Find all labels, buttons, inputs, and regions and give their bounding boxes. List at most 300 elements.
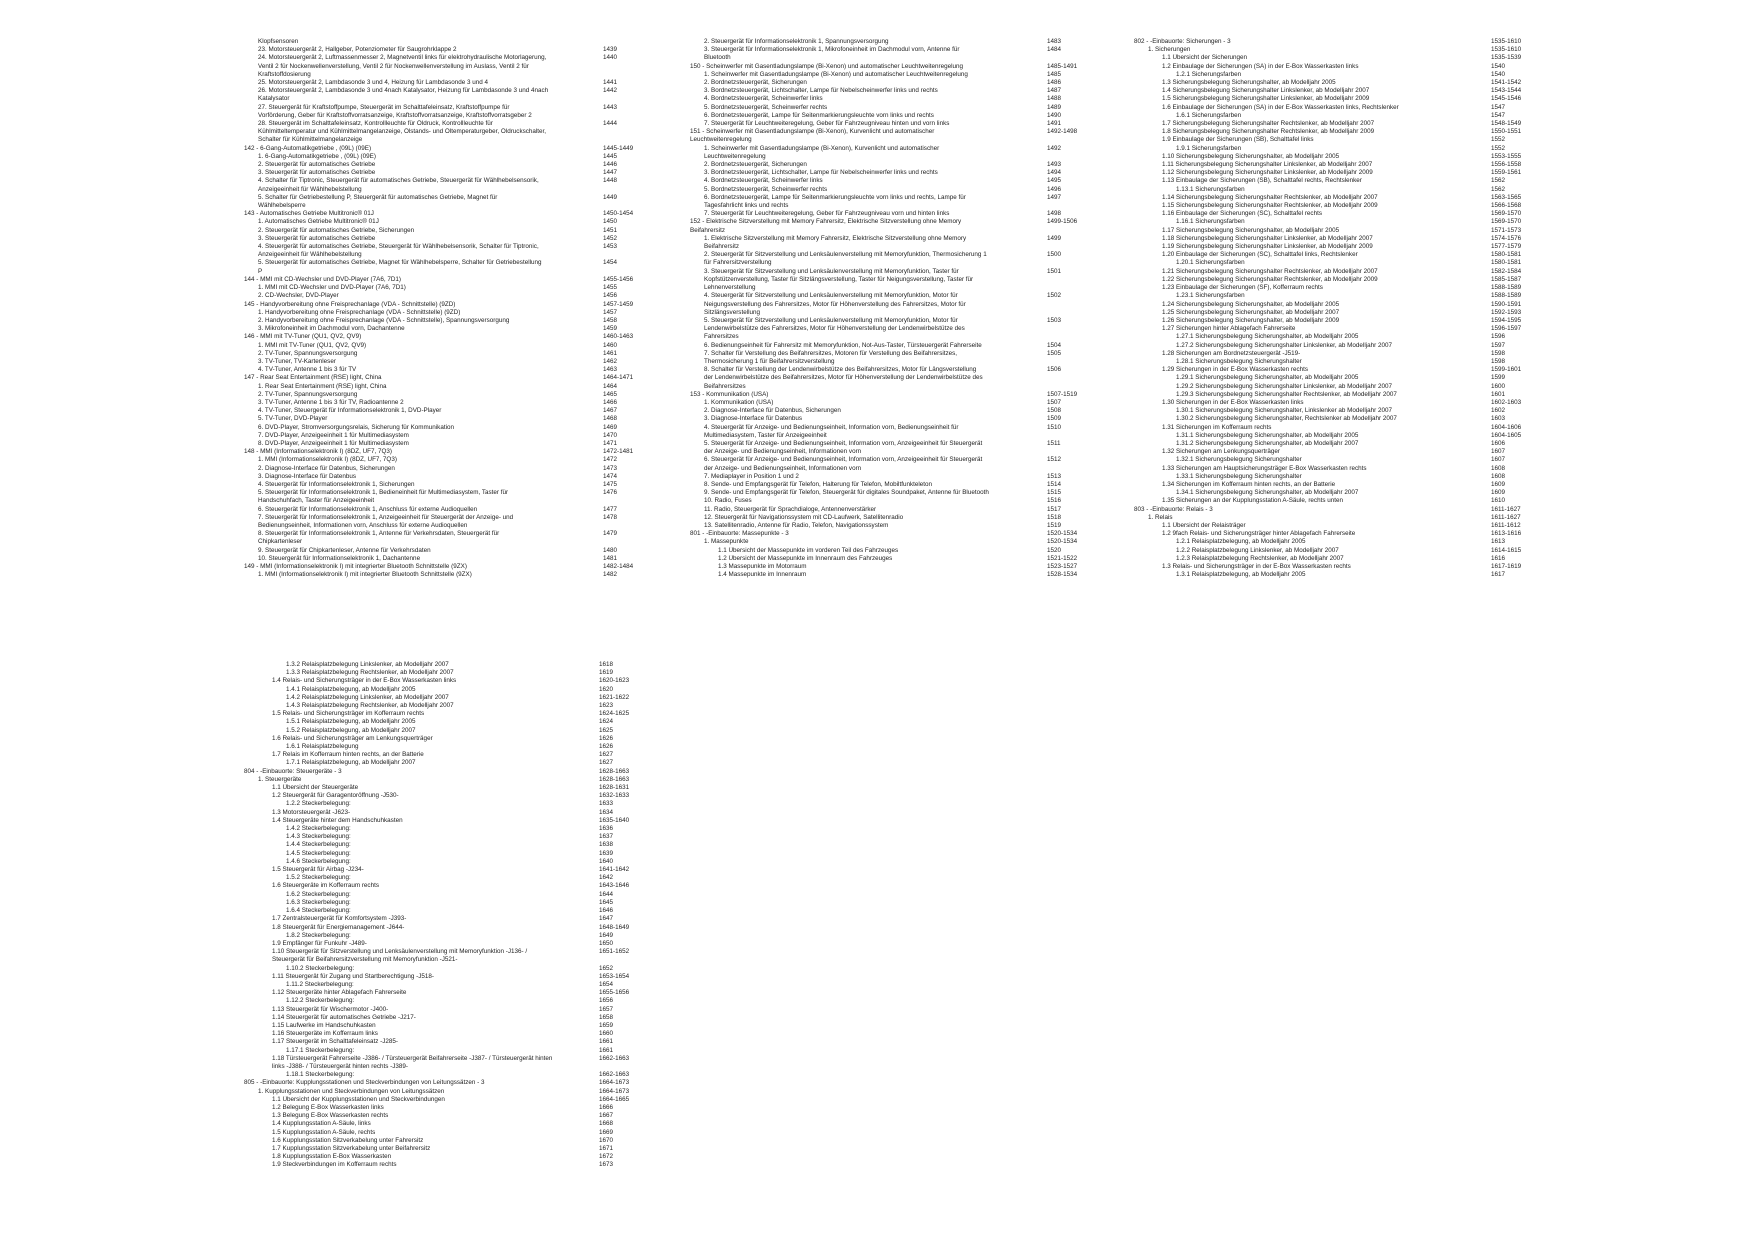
toc-entry-page: 1473: [603, 464, 618, 472]
toc-entry-page: 1563-1565: [1491, 193, 1522, 201]
toc-entry-title: 6. Steuergerät für Informationselektronik 1, Anschluss für externe Audioquellen: [258, 505, 478, 513]
toc-entry-title: 1.6.3 Steckerbelegung:: [286, 898, 351, 906]
toc-entry: [690, 145, 1090, 153]
toc-entry: [1134, 374, 1534, 382]
toc-entry: [244, 456, 634, 464]
toc-entry: [244, 743, 634, 751]
toc-entry: [1134, 268, 1534, 276]
toc-entry-page: 1602: [1491, 407, 1506, 415]
toc-entry: [1134, 95, 1534, 103]
toc-entry-page: 1642: [599, 874, 614, 882]
toc-entry-title: Lehnenverstellung: [704, 284, 756, 292]
toc-entry-page: 1520-1534: [1047, 530, 1078, 538]
toc-entry: [244, 661, 634, 669]
toc-entry-page: 1486: [1047, 79, 1062, 87]
toc-entry: [244, 677, 634, 685]
toc-entry-page: 1574-1576: [1491, 234, 1522, 242]
toc-entry: [244, 301, 634, 309]
toc-entry-title: 4. TV-Tuner, Antenne 1 bis 3 für TV: [258, 366, 357, 374]
toc-entry-title: 13. Satellitenradio, Antenne für Radio, Telefon, Navigationssystem: [704, 521, 889, 529]
toc-entry: [244, 383, 634, 391]
toc-entry-page: 1454: [603, 259, 618, 267]
toc-entry-title: Beifahrersitzes: [704, 382, 746, 390]
toc-entry-page: 1633: [599, 800, 614, 808]
toc-entry-page: 1552: [1491, 144, 1506, 152]
toc-entry: [244, 1014, 634, 1022]
toc-entry: [244, 694, 634, 702]
toc-entry-page: 1512: [1047, 456, 1062, 464]
toc-entry-page: 1646: [599, 907, 614, 915]
toc-entry: [1134, 563, 1534, 571]
toc-entry-title: 1. MMI (Informationselektronik I) (8DZ, UF7, 7Q3): [258, 456, 397, 464]
toc-entry: [1134, 71, 1534, 79]
toc-entry-title: 1.18.1 Steckerbelegung:: [286, 1071, 355, 1079]
toc-entry: [1134, 547, 1534, 555]
toc-entry: [244, 136, 634, 144]
toc-entry: [690, 489, 1090, 497]
toc-entry-page: 1616: [1491, 554, 1506, 562]
toc-entry-title: 7. Steuergerät für Leuchtweiteregelung, Geber für Fahrzeugniveau hinten und vorn links: [704, 120, 950, 128]
toc-entry: [690, 104, 1090, 112]
toc-entry: [1134, 514, 1534, 522]
toc-entry-page: 1484: [1047, 46, 1062, 54]
toc-entry-title: 7. Steuergerät für Informationselektronik 1, Anzeigeeinheit für Steuergerät der Anzeige- und: [258, 513, 514, 521]
toc-entry-title: 1.28 Sicherungen am Bordnetzsteuergerät -J519-: [1162, 349, 1301, 357]
toc-entry-page: 1597: [1491, 341, 1506, 349]
toc-entry-title: 1.16 Steuergeräte im Kofferraum links: [272, 1030, 378, 1038]
toc-entry-page: 1442: [603, 87, 618, 95]
toc-entry: [1134, 358, 1534, 366]
toc-entry-title: 2. Diagnose-Interface für Datenbus, Sicherungen: [258, 464, 395, 472]
toc-entry: [1134, 186, 1534, 194]
toc-entry-title: Klopfsensoren: [258, 38, 299, 45]
toc-entry-page: 1672: [599, 1153, 614, 1161]
toc-entry-title: 1.8 Sicherungsbelegung Sicherungshalter Rechtslenker, ab Modelljahr 2009: [1162, 128, 1375, 136]
toc-entry: [244, 768, 634, 776]
toc-entry-title: 5. Schalter für Getriebestellung P, Steuergerät für automatisches Getriebe, Magnet für: [258, 193, 498, 201]
toc-entry: [690, 473, 1090, 481]
toc-entry-title: 4. Schalter für Tiptronic, Steuergerät für automatisches Getriebe, Steuergerät für Wählhebelsensorik,: [258, 177, 539, 185]
toc-entry: [1134, 251, 1534, 259]
toc-entry: [244, 415, 634, 423]
toc-entry-title: Anzeigeeinheit für Wählhebelstellung: [258, 185, 362, 193]
toc-entry-title: 2. Bordnetzsteuergerät, Sicherungen: [704, 161, 807, 169]
toc-entry-page: 1618: [599, 661, 614, 668]
toc-entry-page: 1664-1673: [599, 1087, 630, 1095]
toc-entry-page: 1569-1570: [1491, 210, 1522, 218]
toc-entry-title: 6. Steuergerät für Anzeige- und Bedienungseinheit, Information vorn, Anzeigeeinheit für Steuergerät: [704, 456, 983, 464]
toc-entry-page: 1610: [1491, 497, 1506, 505]
toc-entry: [244, 727, 634, 735]
toc-entry-page: 1604-1605: [1491, 431, 1522, 439]
toc-entry-page: 1606: [1491, 439, 1506, 447]
toc-entry-title: 1.35 Sicherungen an der Kupplungsstation A-Säule, rechts unten: [1162, 497, 1343, 505]
toc-entry: [1134, 177, 1534, 185]
toc-entry-title: 1.8 Kupplungsstation E-Box Wasserkasten: [272, 1153, 392, 1161]
toc-entry-title: 1.4.2 Relaisplatzbelegung Linkslenker, ab Modelljahr 2007: [286, 693, 449, 701]
toc-entry-page: 1499: [1047, 234, 1062, 242]
toc-entry-page: 1667: [599, 1112, 614, 1120]
toc-entry-title: 1.2 9fach Relais- und Sicherungsträger hinter Ablagefach Fahrerseite: [1162, 530, 1356, 538]
toc-entry-page: 1487: [1047, 87, 1062, 95]
toc-entry-page: 1600: [1491, 382, 1506, 390]
toc-entry-page: 1490: [1047, 111, 1062, 119]
toc-entry-title: 1.4.4 Steckerbelegung:: [286, 841, 351, 849]
toc-entry: [244, 407, 634, 415]
toc-entry: [244, 177, 634, 185]
toc-entry-title: Kühlmitteltemperatur und Kühlmittelmangelanzeige, Ölstands- und Öltemperaturgeber, Öldruckschalter,: [258, 128, 547, 136]
toc-entry-page: 1658: [599, 1013, 614, 1021]
toc-entry: [1134, 128, 1534, 136]
toc-entry: [690, 210, 1090, 218]
toc-entry-page: 1471: [603, 439, 618, 447]
toc-entry-page: 1671: [599, 1144, 614, 1152]
toc-entry-page: 1588-1589: [1491, 284, 1522, 292]
toc-entry-title: Thermosicherung 1 für Beifahrersitzverstellung: [704, 357, 835, 365]
toc-entry: [1134, 259, 1534, 267]
toc-entry: [244, 235, 634, 243]
toc-entry-page: 1458: [603, 316, 618, 324]
toc-entry-title: 8. DVD-Player, Anzeigeeinheit 1 für Multimediasystem: [258, 439, 409, 447]
toc-entry: [1134, 342, 1534, 350]
toc-entry: [690, 325, 1090, 333]
toc-entry: [244, 79, 634, 87]
toc-entry-title: 6. Bordnetzsteuergerät, Lampe für Seitenmarkierungsleuchte vorn links und rechts: [704, 111, 934, 119]
toc-entry-title: 9. Sende- und Empfangsgerät für Telefon, Steuergerät für digitales Soundpaket, Antenne für Bluetooth: [704, 489, 989, 497]
toc-entry: [244, 473, 634, 481]
toc-entry: [244, 891, 634, 899]
toc-entry: [1134, 440, 1534, 448]
toc-entry-title: 1. Handyvorbereitung ohne Freisprechanlage (VDA - Schnittstelle) (9ZD): [258, 308, 461, 316]
toc-entry-title: 1.14 Sicherungsbelegung Sicherungshalter Rechtslenker, ab Modelljahr 2007: [1162, 193, 1378, 201]
toc-entry-title: 23. Motorsteuergerät 2, Hallgeber, Potenziometer für Saugrohrklappe 2: [258, 46, 457, 54]
toc-entry-title: der Anzeige- und Bedienungseinheit, Informationen vorn: [704, 448, 862, 456]
toc-entry-title: 1.3.3 Relaisplatzbelegung Rechtslenker, ab Modelljahr 2007: [286, 669, 454, 677]
toc-entry-title: 5. Steuergerät für Sitzverstellung und Lenksäulenverstellung mit Memoryfunktion, Motor für: [704, 316, 958, 324]
toc-entry: [690, 571, 1090, 579]
toc-entry-page: 1466: [603, 398, 618, 406]
toc-entry-page: 1580-1581: [1491, 259, 1522, 267]
toc-entry-title: 8. Sende- und Empfangsgerät für Telefon, Halterung für Telefon, Mobiltfunkteleton: [704, 480, 932, 488]
toc-entry-title: 1.4 Kupplungsstation A-Säule, links: [272, 1120, 371, 1128]
toc-entry-page: 1611-1627: [1491, 505, 1521, 513]
toc-entry: [1134, 497, 1534, 505]
toc-entry-title: Sitzlängsverstellung: [704, 308, 761, 316]
toc-entry-title: 1.2 Steuergerät für Garagentoröffnung -J530-: [272, 792, 399, 800]
toc-entry: [244, 104, 634, 112]
toc-entry-title: 10. Radio, Fuses: [704, 497, 752, 505]
toc-entry-page: 1651-1652: [599, 948, 630, 956]
toc-entry: [690, 407, 1090, 415]
toc-entry-page: 1608: [1491, 464, 1506, 472]
toc-entry: [244, 210, 634, 218]
toc-entry: [244, 563, 634, 571]
toc-entry: [690, 186, 1090, 194]
toc-entry-page: 1477: [603, 505, 618, 513]
toc-entry-title: 1.10.2 Steckerbelegung:: [286, 964, 355, 972]
toc-entry: [690, 112, 1090, 120]
toc-entry: [244, 1120, 634, 1128]
toc-entry-page: 1535-1610: [1491, 38, 1522, 45]
toc-entry-page: 1518: [1047, 513, 1062, 521]
toc-entry-page: 1585-1587: [1491, 275, 1522, 283]
toc-entry: [1134, 194, 1534, 202]
toc-entry: [1134, 473, 1534, 481]
toc-entry: [244, 555, 634, 563]
toc-entry-title: 1.13 Einbaulage der Sicherungen (SB), Schalttafel rechts, Rechtslenker: [1162, 177, 1362, 185]
toc-entry-page: 1445-1449: [603, 144, 634, 152]
toc-entry-page: 1602-1603: [1491, 398, 1522, 406]
toc-entry-title: 1.19 Sicherungsbelegung Sicherungshalter Linkslenker, ab Modelljahr 2009: [1162, 243, 1373, 251]
toc-entry: [244, 547, 634, 555]
toc-entry: [244, 784, 634, 792]
toc-entry-page: 1540: [1491, 70, 1506, 78]
toc-entry-page: 1598: [1491, 349, 1506, 357]
toc-entry-page: 1474: [603, 472, 618, 480]
toc-entry: [690, 235, 1090, 243]
toc-entry-page: 1548-1549: [1491, 120, 1522, 128]
toc-entry-page: 1460: [603, 341, 618, 349]
toc-entry: [244, 522, 634, 530]
toc-entry-title: 1.2 Übersicht der Massepunkte im Innenraum des Fahrzeuges: [718, 554, 893, 562]
toc-entry-page: 1479: [603, 530, 618, 538]
toc-entry-page: 1507: [1047, 398, 1062, 406]
toc-entry-title: 1. Relais: [1148, 513, 1173, 521]
toc-entry-page: 1566-1568: [1491, 202, 1522, 210]
toc-entry-page: 1617-1619: [1491, 563, 1522, 570]
toc-entry: [690, 456, 1090, 464]
toc-entry-title: 1.27.2 Sicherungsbelegung Sicherungshalter Linkslenker, ab Modelljahr 2007: [1176, 341, 1392, 349]
toc-entry: [244, 317, 634, 325]
toc-entry-title: Beifahrersitz: [704, 243, 739, 251]
toc-entry-page: 1625: [599, 726, 614, 734]
toc-entry-page: 1577-1579: [1491, 243, 1522, 251]
toc-entry-title: 1. Massepunkte: [704, 538, 749, 546]
toc-entry-page: 1545-1546: [1491, 95, 1522, 103]
toc-entry-title: 1.15 Sicherungsbelegung Sicherungshalter Rechtslenker, ab Modelljahr 2009: [1162, 202, 1378, 210]
toc-entry: [690, 54, 1090, 62]
toc-entry: [244, 940, 634, 948]
toc-entry-title: P: [258, 267, 263, 275]
toc-entry: [1134, 161, 1534, 169]
toc-entry-title: 2. Steuergerät für automatisches Getriebe: [258, 161, 376, 169]
toc-entry-page: 1620: [599, 685, 614, 693]
toc-entry-page: 1469: [603, 423, 618, 431]
toc-entry-page: 1643-1646: [599, 882, 630, 890]
toc-column-3: [1134, 38, 1534, 579]
toc-entry-page: 1668: [599, 1120, 614, 1128]
toc-entry-page: 1464-1471: [603, 374, 634, 382]
toc-entry-title: 145 - Handyvorbereitung ohne Freisprechanlage (VDA - Schnittstelle) (9ZD): [244, 300, 456, 308]
toc-entry-title: 1.6 Relais- und Sicherungsträger am Lenkungsquerträger: [272, 734, 433, 742]
toc-entry: [244, 1047, 634, 1055]
toc-entry: [1134, 415, 1534, 423]
toc-entry-page: 1468: [603, 415, 618, 423]
toc-entry-page: 1472-1481: [603, 448, 634, 456]
toc-entry-title: 1.6.2 Steckerbelegung:: [286, 890, 351, 898]
toc-entry-page: 1441: [603, 79, 618, 87]
toc-entry: [690, 317, 1090, 325]
toc-entry-page: 1456: [603, 292, 618, 300]
toc-entry: [690, 391, 1090, 399]
toc-entry-page: 1449: [603, 193, 618, 201]
toc-entry: [1134, 571, 1534, 579]
toc-entry: [690, 448, 1090, 456]
toc-entry-page: 1500: [1047, 251, 1062, 259]
toc-entry-title: 801 - -Einbauorte: Massepunkte - 3: [690, 530, 789, 538]
toc-entry: [1134, 38, 1534, 46]
toc-entry-title: 1.3.1 Relaisplatzbelegung, ab Modelljahr 2005: [1176, 571, 1306, 579]
toc-entry: [690, 309, 1090, 317]
toc-entry-page: 1453: [603, 243, 618, 251]
toc-entry-title: 1.4 Steuergeräte hinter dem Handschuhkasten: [272, 816, 403, 824]
toc-entry-title: 1.29.3 Sicherungsbelegung Sicherungshalter Rechtslenker, ab Modelljahr 2007: [1176, 390, 1397, 398]
toc-entry-title: 2. TV-Tuner, Spannungsversorgung: [258, 349, 358, 357]
toc-entry: [244, 202, 634, 210]
toc-entry: [244, 481, 634, 489]
toc-entry-title: 5. Steuergerät für automatisches Getriebe, Magnet für Wählhebelsperre, Schalter für Getriebestellung: [258, 259, 542, 267]
toc-entry-page: 1638: [599, 841, 614, 849]
toc-entry: [690, 120, 1090, 128]
toc-entry: [690, 38, 1090, 46]
toc-entry-page: 1614-1615: [1491, 546, 1522, 554]
toc-entry-title: Chipkartenleser: [258, 538, 303, 546]
toc-entry-page: 1617: [1491, 571, 1506, 579]
toc-entry-page: 1455: [603, 284, 618, 292]
toc-entry-page: 1553-1555: [1491, 152, 1522, 160]
toc-entry: [1134, 366, 1534, 374]
toc-entry-title: 1.1 Übersicht der Kupplungsstationen und Steckverbindungen: [272, 1095, 445, 1103]
toc-entry: [244, 907, 634, 915]
toc-entry: [244, 833, 634, 841]
toc-entry-page: 1670: [599, 1136, 614, 1144]
toc-entry-title: 26. Motorsteuergerät 2, Lambdasonde 3 und 4nach Katalysator, Heizung für Lambdasonde 3 und 4nach: [258, 87, 549, 95]
toc-entry-title: 1. Elektrische Sitzverstellung mit Memory Fahrersitz, Elektrische Sitzverstellung ohne Memory: [704, 234, 967, 242]
toc-entry: [1134, 456, 1534, 464]
toc-column-1: [244, 38, 634, 579]
toc-entry-page: 1611-1627: [1491, 513, 1521, 521]
toc-entry: [1134, 54, 1534, 62]
toc-entry: [244, 1112, 634, 1120]
toc-entry-title: 152 - Elektrische Sitzverstellung mit Memory Fahrersitz, Elektrische Sitzverstellung ohne Memory: [690, 218, 962, 226]
toc-entry: [244, 759, 634, 767]
toc-entry-title: 3. Steuergerät für Informationselektronik 1, Mikrofoneinheit im Dachmodul vorn, Antenne für: [704, 46, 960, 54]
toc-entry-title: 1.9 Steckverbindungen im Kofferraum rechts: [272, 1161, 397, 1169]
toc-entry: [1134, 104, 1534, 112]
toc-entry-title: Neigungsverstellung des Fahrersitzes, Motor für Höhenverstellung des Fahrersitzes, Motor für: [704, 300, 966, 308]
toc-entry-title: 4. TV-Tuner, Steuergerät für Informationselektronik 1, DVD-Player: [258, 407, 442, 415]
toc-entry: [1134, 235, 1534, 243]
toc-entry-page: 1607: [1491, 456, 1506, 464]
toc-entry-title: 4. Bordnetzsteuergerät, Scheinwerfer links: [704, 95, 823, 103]
toc-entry-title: Kraftstoffdosierung: [258, 70, 311, 78]
toc-entry-page: 1509: [1047, 415, 1062, 423]
toc-entry: [244, 530, 634, 538]
toc-entry-title: 805 - -Einbauorte: Kupplungsstationen und Steckverbindungen von Leitungssätzen - 3: [244, 1079, 485, 1087]
toc-entry: [244, 1038, 634, 1046]
toc-entry: [690, 481, 1090, 489]
toc-entry-page: 1440: [603, 54, 618, 62]
toc-entry-title: 1.27 Sicherungen hinter Ablagefach Fahrerseite: [1162, 325, 1296, 333]
toc-entry-title: 4. Bordnetzsteuergerät, Scheinwerfer links: [704, 177, 823, 185]
toc-entry-title: 1.27.1 Sicherungsbelegung Sicherungshalter, ab Modelljahr 2005: [1176, 333, 1359, 341]
toc-entry: [1134, 227, 1534, 235]
toc-entry-title: 12. Steuergerät für Navigationssystem mit CD-Laufwerk, Satellitenradio: [704, 513, 904, 521]
toc-entry: [244, 497, 634, 505]
toc-entry: [244, 981, 634, 989]
toc-entry-title: Tagesfahrlicht links und rechts: [704, 202, 789, 210]
toc-entry-title: 1.30 Sicherungen in der E-Box Wasserkasten links: [1162, 398, 1304, 406]
toc-entry: [690, 555, 1090, 563]
toc-entry-title: 1.31 Sicherungen im Kofferraum rechts: [1162, 423, 1272, 431]
toc-entry-page: 1660: [599, 1030, 614, 1038]
toc-entry-page: 1594-1595: [1491, 316, 1522, 324]
toc-entry: [690, 136, 1090, 144]
toc-entry: [244, 333, 634, 341]
toc-entry-title: 1.1 Übersicht der Relaisträger: [1162, 521, 1246, 529]
toc-entry: [244, 276, 634, 284]
toc-entry-page: 1444: [603, 120, 618, 128]
toc-entry: [244, 932, 634, 940]
toc-entry-page: 1447: [603, 169, 618, 177]
toc-entry-page: 1506: [1047, 366, 1062, 374]
toc-entry: [244, 899, 634, 907]
toc-entry-page: 1445: [603, 152, 618, 160]
toc-entry-page: 1661: [599, 1046, 614, 1054]
toc-entry: [244, 153, 634, 161]
toc-entry: [690, 522, 1090, 530]
toc-entry-title: 1.23 Einbaulage der Sicherungen (SF), Kofferraum rechts: [1162, 284, 1323, 292]
toc-entry-title: 1.2.2 Steckerbelegung:: [286, 800, 351, 808]
toc-entry-page: 1480: [603, 546, 618, 554]
toc-entry-title: 1.7 Zentralsteuergerät für Komfortsystem -J393-: [272, 915, 407, 923]
toc-entry: [244, 38, 634, 46]
toc-entry-title: 1. Automatisches Getriebe Multitronic® 01J: [258, 218, 379, 226]
toc-entry-page: 1519: [1047, 521, 1062, 529]
toc-entry-title: 1.9.1 Sicherungsfarben: [1176, 144, 1242, 152]
toc-entry-page: 1482: [603, 571, 618, 579]
toc-entry-title: 1. Rear Seat Entertainment (RSE) light, China: [258, 382, 387, 390]
toc-entry-title: 1.3 Sicherungsbelegung Sicherungshalter, ab Modelljahr 2005: [1162, 79, 1336, 87]
toc-entry-title: Multimediasystem, Taster für Anzeigeeinheit: [704, 431, 827, 439]
toc-entry-title: 1.14 Steuergerät für automatisches Getriebe -J217-: [272, 1013, 416, 1021]
toc-entry: [244, 1161, 634, 1169]
toc-entry-title: 2. Steuergerät für Sitzverstellung und Lenksäulenverstellung mit Memoryfunktion, Thermosicherung 1: [704, 251, 987, 259]
toc-column-4: [244, 661, 634, 1170]
toc-entry: [244, 448, 634, 456]
toc-entry-title: 7. Steuergerät für Leuchtweiteregelung, Geber für Fahrzeugniveau vorn und hinten links: [704, 210, 950, 218]
toc-entry-title: 1.4.3 Steckerbelegung:: [286, 833, 351, 841]
toc-entry-page: 1503: [1047, 316, 1062, 324]
toc-entry: [244, 1063, 634, 1071]
toc-entry-page: 1652: [599, 964, 614, 972]
toc-entry-page: 1599-1601: [1491, 366, 1522, 374]
toc-entry: [690, 276, 1090, 284]
toc-entry: [690, 79, 1090, 87]
toc-entry: [244, 325, 634, 333]
toc-entry: [690, 95, 1090, 103]
toc-entry-title: 25. Motorsteuergerät 2, Lambdasonde 3 und 4, Heizung für Lambdasonde 3 und 4: [258, 79, 488, 87]
toc-entry: [244, 809, 634, 817]
toc-entry-title: 1.6 Kupplungsstation Sitzverkabelung unter Fahrersitz: [272, 1136, 424, 1144]
toc-entry-page: 1481: [603, 554, 618, 562]
toc-entry: [244, 973, 634, 981]
toc-entry-title: 1.5 Sicherungsbelegung Sicherungshalter Linkslenker, ab Modelljahr 2009: [1162, 95, 1370, 103]
toc-entry-page: 1543-1544: [1491, 87, 1522, 95]
toc-entry-title: 1.18 Sicherungsbelegung Sicherungshalter Linkslenker, ab Modelljahr 2007: [1162, 234, 1373, 242]
toc-entry: [1134, 292, 1534, 300]
toc-entry-page: 1483: [1047, 38, 1062, 45]
